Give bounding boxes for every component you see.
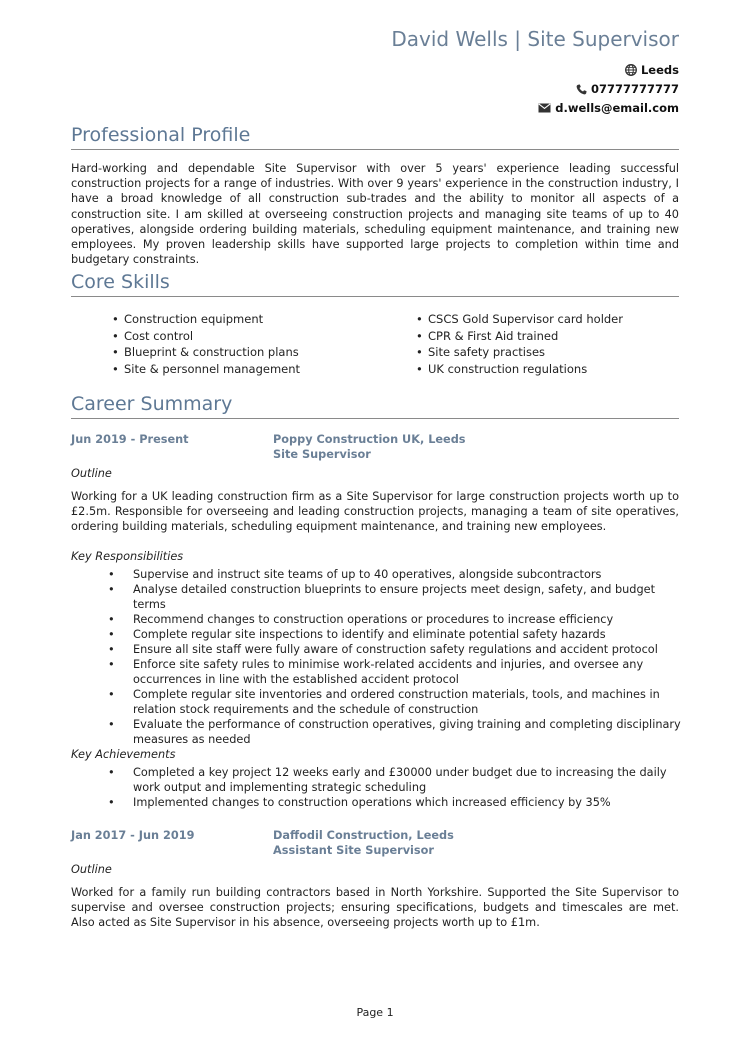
- list-item: • Recommend changes to construction operations or procedures to increase efficiency: [108, 612, 683, 627]
- profile-text: Hard-working and dependable Site Supervisor with over 5 years' experience leading successful construction projects for a range of industries. With over 9 years' experience in the construction industry, I have a broad knowledge of all construction sub-trades and the ability to monitor all aspects of a construction site. I am skilled at overseeing construction projects and managing site teams of up to 40 operatives, alongside ordering building materials, scheduling equipment maintenance, and training new employees. My proven leadership skills have supported large projects to completion within time and budgetary constraints.: [71, 162, 679, 267]
- job-employer: Daffodil Construction, Leeds: [273, 829, 454, 842]
- email-text: d.wells@email.com: [555, 101, 679, 115]
- skills-column-left: [112, 311, 300, 377]
- skill-item: • UK construction regulations: [416, 361, 623, 378]
- outline-label: Outline: [71, 863, 112, 876]
- job-dates: Jan 2017 - Jun 2019: [71, 829, 195, 842]
- skill-item: • Site & personnel management: [112, 361, 300, 378]
- achievements-label: Key Achievements: [71, 748, 176, 761]
- list-item: • Ensure all site staff were fully aware of construction safety regulations and accident protocol: [108, 642, 683, 657]
- list-item: • Complete regular site inventories and ordered construction materials, tools, and machines in relation stock requirements and the schedule of construction: [108, 687, 683, 717]
- responsibilities-label: Key Responsibilities: [71, 550, 184, 563]
- list-item: • Analyse detailed construction blueprints to ensure projects meet design, safety, and budget terms: [108, 582, 683, 612]
- outline-label: Outline: [71, 467, 112, 480]
- achievements-list: [108, 765, 683, 810]
- job-outline: Worked for a family run building contractors based in North Yorkshire. Supported the Site Supervisor to supervise and oversee construction projects; ensuring specifications, budgets and timescales are met. Also acted as Site Supervisor in his absence, overseeing projects worth up to £1m.: [71, 886, 679, 930]
- contact-location: [625, 63, 679, 77]
- list-item: • Completed a key project 12 weeks early and £30000 under budget due to increasing the daily work output and implementing strategic scheduling: [108, 765, 683, 795]
- location-text: Leeds: [640, 63, 679, 77]
- phone-text: 07777777777: [590, 82, 679, 96]
- contact-phone: [576, 82, 679, 96]
- list-item: • Enforce site safety rules to minimise work-related accidents and injuries, and oversee any occurrences in line with the established accident protocol: [108, 657, 683, 687]
- skill-item: • Blueprint & construction plans: [112, 344, 300, 361]
- job-outline: Working for a UK leading construction firm as a Site Supervisor for large construction projects worth up to £2.5m. Responsible for overseeing and leading construction projects, managing a team of site operatives, ordering building materials, scheduling equipment maintenance, and training new employees.: [71, 490, 679, 534]
- skill-item: • CSCS Gold Supervisor card holder: [416, 311, 623, 328]
- list-item: • Implemented changes to construction operations which increased efficiency by 35%: [108, 795, 683, 810]
- responsibilities-list: [108, 567, 683, 747]
- section-title-skills: Core Skills: [71, 270, 679, 297]
- skill-item: • Site safety practises: [416, 344, 623, 361]
- list-item: • Supervise and instruct site teams of up to 40 operatives, alongside subcontractors: [108, 567, 683, 582]
- list-item: • Complete regular site inspections to identify and eliminate potential safety hazards: [108, 627, 683, 642]
- name-title: David Wells | Site Supervisor: [391, 27, 679, 51]
- job-role: Assistant Site Supervisor: [273, 844, 434, 857]
- skill-item: • Construction equipment: [112, 311, 300, 328]
- section-title-career: Career Summary: [71, 392, 679, 419]
- globe-icon: [625, 64, 637, 76]
- skill-item: • Cost control: [112, 328, 300, 345]
- job-role: Site Supervisor: [273, 448, 371, 461]
- page-number: Page 1: [356, 1006, 394, 1019]
- list-item: • Evaluate the performance of construction operatives, giving training and completing disciplinary measures as needed: [108, 717, 683, 747]
- section-title-profile: Professional Profile: [71, 123, 679, 150]
- phone-icon: [576, 84, 587, 95]
- job-employer: Poppy Construction UK, Leeds: [273, 433, 466, 446]
- skill-item: • CPR & First Aid trained: [416, 328, 623, 345]
- skills-column-right: [416, 311, 623, 377]
- contact-email: [538, 101, 679, 115]
- envelope-icon: [538, 103, 551, 113]
- job-dates: Jun 2019 - Present: [71, 433, 189, 446]
